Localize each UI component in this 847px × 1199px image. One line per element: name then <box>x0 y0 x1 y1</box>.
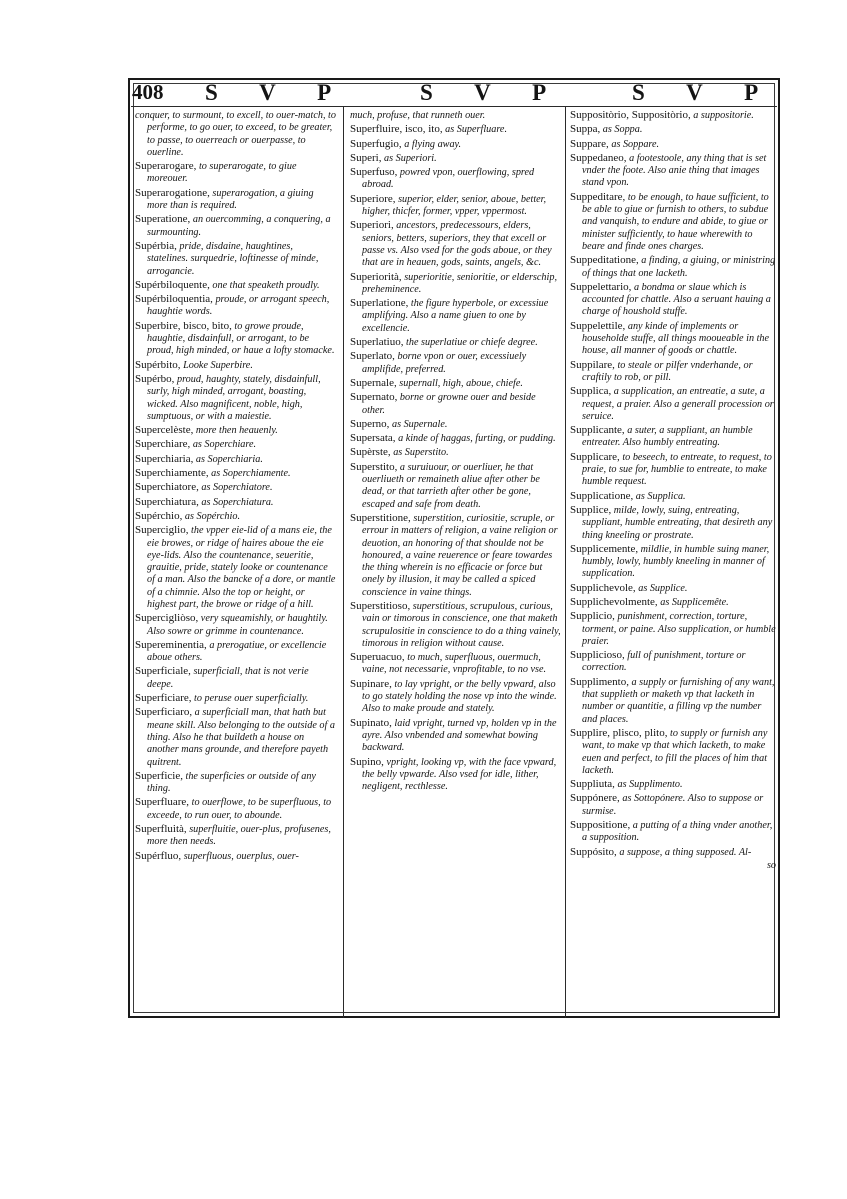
headword: Suppelettile, <box>570 319 626 332</box>
headword: Superchiatore, <box>135 481 199 494</box>
definition: the vpper eie-lid of a mans eie, the eie browes, or ridge of haires aboue the eie eye-lids. Also the countenance, seueritie, grauitie, pride, stately looke or countenance of a man. Also the bancke of a dore, or mantle of a chimnie. Also the top or height, or highest part, the browe or ridge of a hill. <box>147 525 336 610</box>
headword: Supérbiloquentia, <box>135 293 213 306</box>
dictionary-entry <box>135 770 336 796</box>
definition: as Supernale. <box>391 418 448 430</box>
headword: Supplica, <box>570 385 612 398</box>
definition: superioritie, senioritie, or elderschip, preheminence. <box>362 271 557 295</box>
definition: a supplication, an entreatie, a sute, a request, a praier. Also a generall procession or seruice. <box>582 386 774 422</box>
dictionary-entry <box>350 166 561 192</box>
definition: as Soppare. <box>611 138 660 150</box>
headword: Superarogare, <box>135 160 197 173</box>
headword: Superficie, <box>135 769 183 782</box>
definition: a superficiall man, that hath but meane skill. Also belonging to the outside of a thing. Also he that buildeth a house on another mans grounde, and therefore payeth quitrent. <box>147 707 335 768</box>
dictionary-entry <box>570 649 776 675</box>
definition: proude, or arrogant speech, haughtie words. <box>147 294 330 318</box>
dictionary-entry <box>350 600 561 650</box>
dictionary-entry <box>570 424 776 450</box>
definition: to growe proude, haughtie, disdainfull, or arrogant, to be proud, high minded, or haue a lofty stomacke. <box>147 320 335 357</box>
headword: Superiore, <box>350 192 396 205</box>
definition: borne or growne ouer and beside other. <box>362 392 536 416</box>
dictionary-entry <box>135 796 336 822</box>
dictionary-entry <box>350 432 561 445</box>
dictionary-entry <box>135 467 336 480</box>
definition: to peruse ouer superficially. <box>194 693 309 705</box>
definition: full of punishment, torture or correction. <box>582 650 746 674</box>
definition: as Supplimento. <box>617 779 683 791</box>
dictionary-entry <box>570 490 776 503</box>
headword: Superlatione, <box>350 297 409 310</box>
headword: Superfugio, <box>350 137 402 150</box>
headword: Superfluità, <box>135 823 187 836</box>
definition: to ouerflowe, to be superfluous, to exceede, to run ouer, to abounde. <box>147 797 332 821</box>
dictionary-entry <box>350 756 561 794</box>
dictionary-entry <box>135 453 336 466</box>
headword: Suppónere, <box>570 792 620 805</box>
headword: Superstitione, <box>350 511 411 524</box>
definition: to much, superfluous, ouermuch, vaine, not necessarie, vnprofitable, to no vse. <box>362 652 547 676</box>
definition: an ouercomming, a conquering, a surmounting. <box>147 214 331 238</box>
headword: Supinato, <box>350 716 392 729</box>
headword: Suppare, <box>570 137 609 150</box>
page-number: 408 <box>132 80 164 104</box>
definition: a putting of a thing vnder another, a supposition. <box>582 820 773 844</box>
headword: Superstitioso, <box>350 599 411 612</box>
dictionary-entry <box>135 424 336 437</box>
dictionary-entry <box>350 377 561 390</box>
definition: to be enough, to haue sufficient, to be able to giue or furnish to others, to subdue and vanquish, to endure and abide, to giue or minister sufficiently, to haue wherewith to beare and finde ones charges. <box>582 191 769 252</box>
dictionary-entry <box>350 446 561 459</box>
running-head-center: S V P <box>420 80 565 105</box>
dictionary-entry <box>135 692 336 705</box>
headword: Superfluire, isco, ito, <box>350 123 443 136</box>
dictionary-entry <box>570 109 776 122</box>
definition: superstition, curiositie, scruple, or errour in matters of religion, a vaine religion or deuotion, an honoring of that shoulde not be honoured, a vaine reuerence or feare towardes the thing wherein is no efficacie or force but onely by illusion, it may be called a spiced conscience in vaine things. <box>362 512 558 598</box>
headword: Supplicatione, <box>570 489 634 502</box>
headword: Supercelèste, <box>135 424 194 437</box>
dictionary-entry <box>570 819 776 845</box>
definition: borne vpon or ouer, excessiuely amplifide, preferred. <box>362 351 527 375</box>
dictionary-entry <box>570 504 776 542</box>
dictionary-entry <box>135 823 336 849</box>
definition: as Superstito. <box>393 447 449 459</box>
dictionary-entry <box>135 187 336 213</box>
dictionary-entry <box>350 138 561 151</box>
dictionary-entry <box>135 496 336 509</box>
definition: to superarogate, to giue moreouer. <box>147 161 297 185</box>
dictionary-entry <box>350 418 561 431</box>
headword: Superciglio, <box>135 524 189 537</box>
dictionary-entry <box>570 138 776 151</box>
definition: as Soperchiatore. <box>201 482 273 494</box>
running-head-left: S V P <box>205 80 350 105</box>
definition: as Supplicemête. <box>660 596 729 608</box>
dictionary-entry <box>135 612 336 638</box>
headword: Suppositòrio, Suppositòrio, <box>570 109 691 121</box>
dictionary-entry <box>135 639 336 665</box>
definition: as Superiori. <box>384 152 437 164</box>
definition: the figure hyperbole, or excessiue amplifying. Also a name giuen to one by excellencie. <box>362 298 549 334</box>
definition: the superlatiue or chiefe degree. <box>406 337 538 349</box>
dictionary-entry <box>135 279 336 292</box>
dictionary-entry <box>570 543 776 581</box>
dictionary-entry <box>570 451 776 489</box>
dictionary-entry <box>135 359 336 372</box>
definition: laid vpright, turned vp, holden vp in the ayre. Also vnbended and somewhat bowing backward. <box>362 717 557 754</box>
headword: Supérchio, <box>135 509 183 522</box>
headword: Supérbiloquente, <box>135 278 210 291</box>
dictionary-entry <box>350 123 561 136</box>
definition: more then heauenly. <box>195 425 278 437</box>
dictionary-entry <box>350 678 561 716</box>
dictionary-entry <box>570 359 776 385</box>
headword: Superi, <box>350 151 382 164</box>
dictionary-entry <box>350 461 561 511</box>
headword: Superficiare, <box>135 692 192 705</box>
definition: a prerogatiue, or excellencie aboue others. <box>147 639 327 664</box>
dictionary-entry <box>570 254 776 280</box>
headword: Supino, <box>350 755 384 768</box>
definition: to beseech, to entreate, to request, to praie, to sue for, humblie to entreate, to make humble request. <box>582 451 772 488</box>
dictionary-entry <box>570 281 776 319</box>
definition: superfluous, ouerplus, ouer- <box>183 850 299 862</box>
headword: Superfuso, <box>350 166 398 179</box>
headword: Supplichevolmente, <box>570 595 658 608</box>
headword: Superno, <box>350 417 390 430</box>
headword: Superfluare, <box>135 796 190 809</box>
dictionary-entry <box>350 219 561 269</box>
headword: Supernato, <box>350 391 398 404</box>
headword: Supplicio, <box>570 610 615 623</box>
definition: a flying away. <box>404 138 462 150</box>
headword: Superbire, bisco, bito, <box>135 319 232 332</box>
headword: Supérbo, <box>135 372 175 385</box>
definition: a suppositorie. <box>693 110 754 121</box>
headword: Supplicare, <box>570 450 620 463</box>
definition: as Soperchiamente. <box>211 468 291 480</box>
definition: Looke Superbire. <box>183 359 253 371</box>
dictionary-entry <box>570 778 776 791</box>
definition: superfluitie, ouer-plus, profusenes, more then needs. <box>147 824 331 848</box>
headword: Superiori, <box>350 219 394 232</box>
headword: Supérbia, <box>135 239 177 252</box>
dictionary-entry <box>135 510 336 523</box>
definition: a suppose, a thing supposed. Al- <box>619 846 752 858</box>
headword: Supplire, plisco, plito, <box>570 726 668 739</box>
dictionary-column-2 <box>350 109 561 1015</box>
definition: conquer, to surmount, to excell, to ouer-match, to performe, to go ouer, to exceed, to be greater, to passe, to ouerreach or ouerpasse, to ouerline. <box>135 110 336 158</box>
headword: Supernale, <box>350 376 397 389</box>
definition: to lay vpright, or the belly vpward, also to go stately holding the nose vp into the winde. Also to make proude and stately. <box>362 678 557 715</box>
dictionary-entry <box>350 336 561 349</box>
dictionary-entry <box>135 438 336 451</box>
dictionary-entry <box>570 385 776 423</box>
headword: Superchiaria, <box>135 452 194 465</box>
dictionary-entry <box>135 850 336 863</box>
header-rule <box>131 106 777 107</box>
headword: Suppeditatione, <box>570 254 639 267</box>
definition: as Supplice. <box>638 582 688 594</box>
definition: as Soperchiare. <box>192 439 257 451</box>
headword: Suppósito, <box>570 845 617 858</box>
running-head-right: S V P <box>632 80 777 105</box>
definition: superficiall, that is not verie deepe. <box>147 666 309 690</box>
dictionary-entry <box>135 373 336 423</box>
headword: Superficiaro, <box>135 706 193 719</box>
catchword: so <box>766 859 776 871</box>
headword: Supereminentia, <box>135 638 207 651</box>
definition: a footestoole, any thing that is set vnder the foote. Also anie thing that images stand vpon. <box>582 152 767 189</box>
headword: Superlatiuo, <box>350 336 404 349</box>
definition: much, profuse, that runneth ouer. <box>350 110 486 121</box>
dictionary-entry <box>350 391 561 417</box>
headword: Suppositione, <box>570 819 631 832</box>
headword: Supplice, <box>570 503 612 516</box>
dictionary-entry <box>135 240 336 278</box>
headword: Suppeditare, <box>570 190 626 203</box>
definition: a kinde of haggas, furting, or pudding. <box>398 433 556 445</box>
definition: a bondma or slaue which is accounted for chattle. Also a seruant hauing a charge of houshold stuffe. <box>582 281 771 318</box>
definition: superior, elder, senior, aboue, better, higher, thicfer, former, vpper, vppermost. <box>362 193 547 218</box>
definition: as Superfluare. <box>445 124 508 136</box>
dictionary-entry <box>135 524 336 611</box>
definition: to steale or pilfer vnderhande, or craftily to rob, or pill. <box>582 359 753 383</box>
dictionary-entry <box>350 297 561 335</box>
headword: Superuacuo, <box>350 651 405 664</box>
definition: ancestors, predecessours, elders, seniors, betters, superiors, they that excell or passe vs. Also vsed for the gods aboue, or they that are in heauen, gods, saints, angels, &c. <box>362 220 552 269</box>
dictionary-entry <box>570 320 776 358</box>
headword: Supersata, <box>350 432 396 445</box>
definition: as Soppa. <box>602 124 643 136</box>
definition: milde, lowly, suing, entreating, suppliant, humble entreating, that desireth any thing kneeling or prostrate. <box>582 504 773 541</box>
dictionary-entry <box>135 665 336 691</box>
headword: Suppelettario, <box>570 280 632 293</box>
dictionary-entry <box>135 481 336 494</box>
dictionary-entry <box>135 160 336 186</box>
dictionary-entry <box>350 717 561 755</box>
definition: vpright, looking vp, with the face vpward, the belly vpwarde. Also vsed for idle, lither, negligent, recthlesse. <box>362 756 557 793</box>
headword: Superatione, <box>135 213 191 226</box>
definition: a finding, a giuing, or ministring of things that one lacketh. <box>582 255 776 279</box>
dictionary-entry <box>570 596 776 609</box>
headword: Superchiamente, <box>135 467 209 480</box>
headword: Superarogatione, <box>135 186 210 199</box>
dictionary-entry <box>570 792 776 818</box>
definition: the superficies or outside of any thing. <box>147 770 316 795</box>
headword: Supplimento, <box>570 675 629 688</box>
definition: proud, haughty, stately, disdainfull, surly, high minded, arrogant, boasting, wicked. Also magnificent, noble, high, sumptuous, or with a maiestie. <box>147 373 321 422</box>
headword: Suppedaneo, <box>570 151 627 164</box>
definition: as Sopérchio. <box>184 510 240 522</box>
definition: a suter, a suppliant, an humble entreater. Also humbly entreating. <box>582 425 753 449</box>
headword: Superchiatura, <box>135 495 199 508</box>
definition: one that speaketh proudly. <box>212 279 320 291</box>
dictionary-entry <box>570 152 776 190</box>
definition: any kinde of implements or householde stuffe, all things mooueable in the house, all manner of goods or chattle. <box>582 320 770 357</box>
headword: Supplichevole, <box>570 581 636 594</box>
dictionary-entry <box>570 610 776 648</box>
dictionary-column-3 <box>570 109 776 1015</box>
headword: Supplicemente, <box>570 542 639 555</box>
dictionary-entry <box>135 706 336 768</box>
dictionary-entry <box>570 676 776 726</box>
headword: Superficiale, <box>135 665 191 678</box>
dictionary-entry <box>135 320 336 358</box>
dictionary-entry <box>350 350 561 376</box>
definition: as Sottopónere. Also to suppose or surmise. <box>582 793 764 817</box>
headword: Suppilare, <box>570 358 615 371</box>
definition: very squeamishly, or haughtily. Also sowre or grimme in countenance. <box>147 613 328 637</box>
dictionary-entry <box>350 271 561 297</box>
column-divider <box>565 106 566 1018</box>
headword: Supèrste, <box>350 446 391 459</box>
dictionary-entry <box>570 191 776 253</box>
dictionary-entry <box>350 512 561 599</box>
headword: Supérbito, <box>135 358 181 371</box>
headword: Supérfluo, <box>135 849 182 862</box>
definition: as Supplica. <box>635 490 686 502</box>
definition: as Soperchiaria. <box>195 453 263 465</box>
headword: Superlato, <box>350 350 395 363</box>
definition: superarogation, a giuing more than is required. <box>147 187 314 212</box>
definition: a suruiuour, or ouerliuer, he that ouerliueth or remaineth aliue after other be dead, or that tarrieth after other be gone, escaped and safe from death. <box>362 461 540 510</box>
headword: Supinare, <box>350 677 392 690</box>
dictionary-entry <box>350 193 561 219</box>
dictionary-entry <box>135 109 336 159</box>
dictionary-entry <box>350 651 561 677</box>
definition: punishment, correction, torture, torment, or paine. Also supplication, or humble praier. <box>582 611 776 647</box>
dictionary-entry <box>350 109 561 122</box>
headword: Supplicante, <box>570 424 625 437</box>
headword: Suppa, <box>570 123 601 136</box>
dictionary-entry <box>570 123 776 136</box>
definition: powred vpon, ouerflowing, spred abroad. <box>362 167 535 191</box>
headword: Superstito, <box>350 460 398 473</box>
definition: to supply or furnish any want, to make vp that which lacketh, to make euen and perfect, to fill the places of him that lacketh. <box>582 727 768 776</box>
headword: Superiorità, <box>350 270 402 283</box>
dictionary-entry <box>570 582 776 595</box>
dictionary-column-1 <box>135 109 336 1015</box>
definition: superstitious, scrupulous, curious, vain or timorous in conscience, one that maketh scrupulositie in conscience to do a thing vainely, timorous in religion without cause. <box>362 600 561 649</box>
definition: as Soperchiatura. <box>201 496 274 508</box>
definition: supernall, high, aboue, chiefe. <box>399 377 523 389</box>
column-divider <box>343 106 344 1018</box>
definition: a supply or furnishing of any want, that supplieth or maketh vp that lacketh in number or quantitie, a filling vp the number and places. <box>582 676 775 725</box>
dictionary-entry <box>135 293 336 319</box>
headword: Superchiare, <box>135 438 191 451</box>
dictionary-entry <box>570 846 776 859</box>
dictionary-entry <box>570 727 776 777</box>
dictionary-entry <box>350 152 561 165</box>
definition: pride, disdaine, haughtines, statelines. surquedrie, loftinesse of minde, arrogancie. <box>147 240 319 277</box>
headword: Supplicioso, <box>570 649 625 662</box>
headword: Suppliuta, <box>570 778 615 791</box>
definition: mildlie, in humble suing maner, humbly, lowly, humbly kneeling in manner of supplication. <box>582 543 770 580</box>
dictionary-entry <box>135 213 336 239</box>
headword: Supercigliòso, <box>135 612 199 625</box>
